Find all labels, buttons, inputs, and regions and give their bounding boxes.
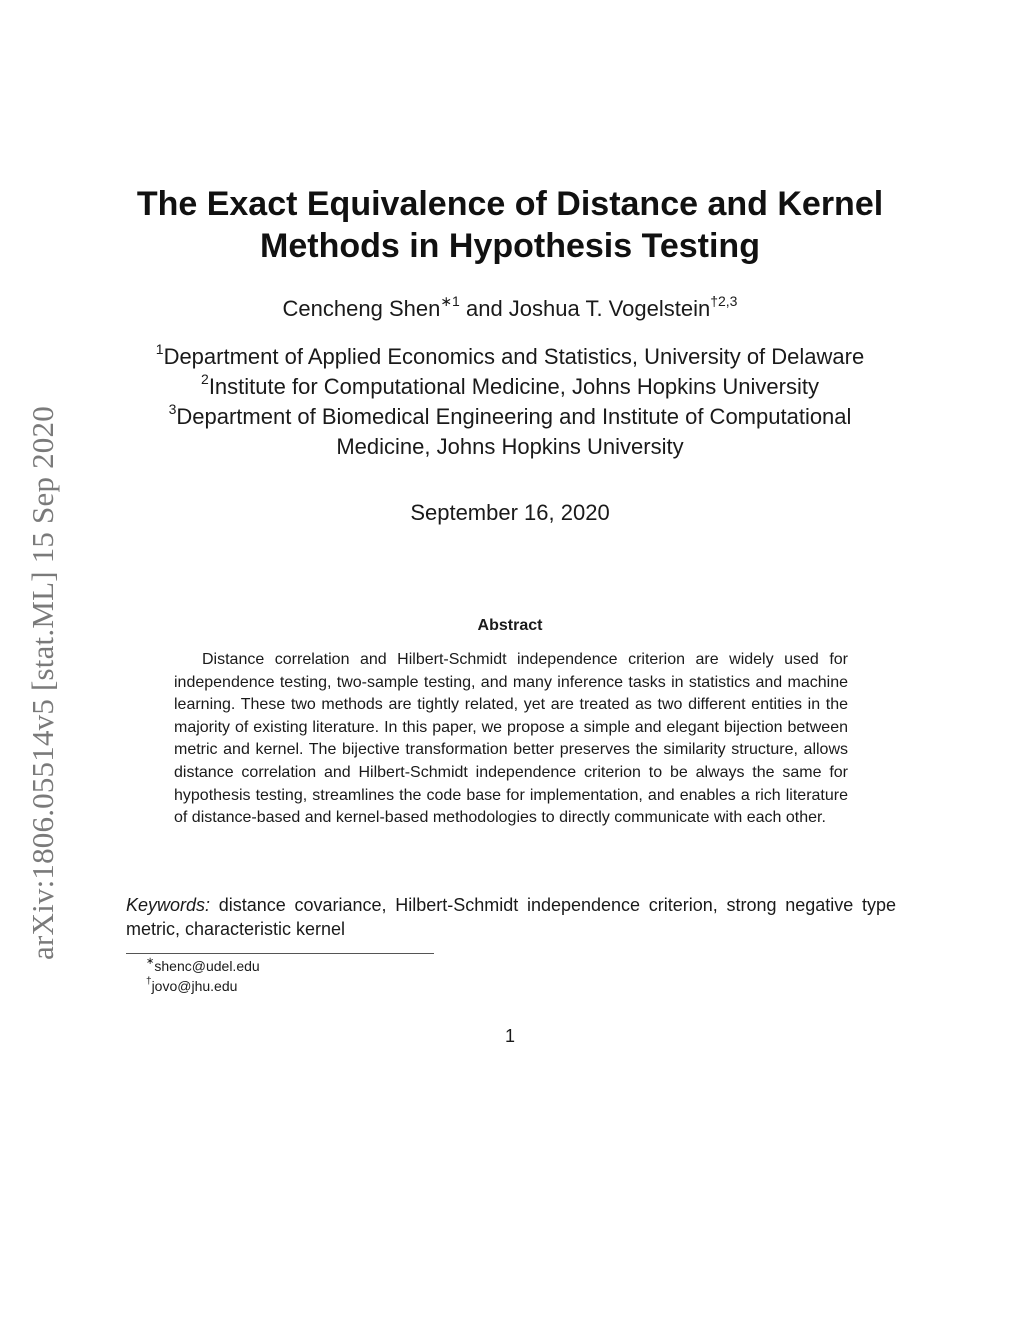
affiliation-line [110,402,910,432]
title-line-1: The Exact Equivalence of Distance and Kernel [136,185,884,223]
author-list [100,293,920,325]
affiliation-number: 3 [168,400,177,417]
keywords-text: distance covariance, Hilbert-Schmidt independence criterion, strong negative type metric, characteristic kernel [126,895,896,939]
affiliation-text: Department of Applied Economics and Statistics, University of Delaware [163,344,865,369]
publication-date: September 16, 2020 [410,500,610,525]
keywords-label: Keywords: [126,895,211,915]
page-number: 1 [504,1026,515,1046]
footnote-email [146,976,260,996]
affiliations [110,342,910,462]
arxiv-side-stamp: arXiv:1806.05514v5 [stat.ML] 15 Sep 2020 [25,406,60,960]
affiliation-line [110,372,910,402]
author-joiner: and [459,296,509,321]
affiliation-line [110,432,910,462]
paper-title [100,183,920,267]
footnote-text: jovo@jhu.edu [151,978,238,994]
affiliation-number: 1 [155,340,164,357]
author-name: Joshua T. Vogelstein [508,296,711,321]
footnote-mark: † [146,976,152,988]
title-line-2: Methods in Hypothesis Testing [260,227,760,265]
keywords [126,893,896,941]
footnotes [146,956,260,996]
affiliation-line [110,342,910,372]
abstract-heading: Abstract [477,617,543,634]
affiliation-text: Department of Biomedical Engineering and Institute of Computational [176,404,852,429]
affiliation-text: Institute for Computational Medicine, Johns Hopkins University [208,374,819,399]
author-affiliation-mark: †2,3 [710,292,738,309]
author-name: Cencheng Shen [282,296,441,321]
affiliation-number: 2 [201,370,209,387]
footnote-rule [126,953,434,954]
footnote-text: shenc@udel.edu [154,958,260,974]
footnote-email [146,956,260,976]
affiliation-text: Medicine, Johns Hopkins University [336,434,684,459]
abstract-body: Distance correlation and Hilbert-Schmidt independence criterion are widely used for independence testing, two-sample testing, and many inference tasks in statistics and machine learning. These two methods are tightly related, yet are treated as two different entities in the majority of existing literature. In this paper, we propose a simple and elegant bijection between metric and kernel. The bijective transformation better preserves the similarity structure, allows distance correlation and Hilbert-Schmidt independence criterion to be always the same for hypothesis testing, streamlines the code base for implementation, and enables a rich literature of distance-based and kernel-based methodologies to directly communicate with each other. [174,651,848,827]
footnote-mark: ∗ [146,956,155,968]
author-affiliation-mark: ∗1 [440,292,460,309]
